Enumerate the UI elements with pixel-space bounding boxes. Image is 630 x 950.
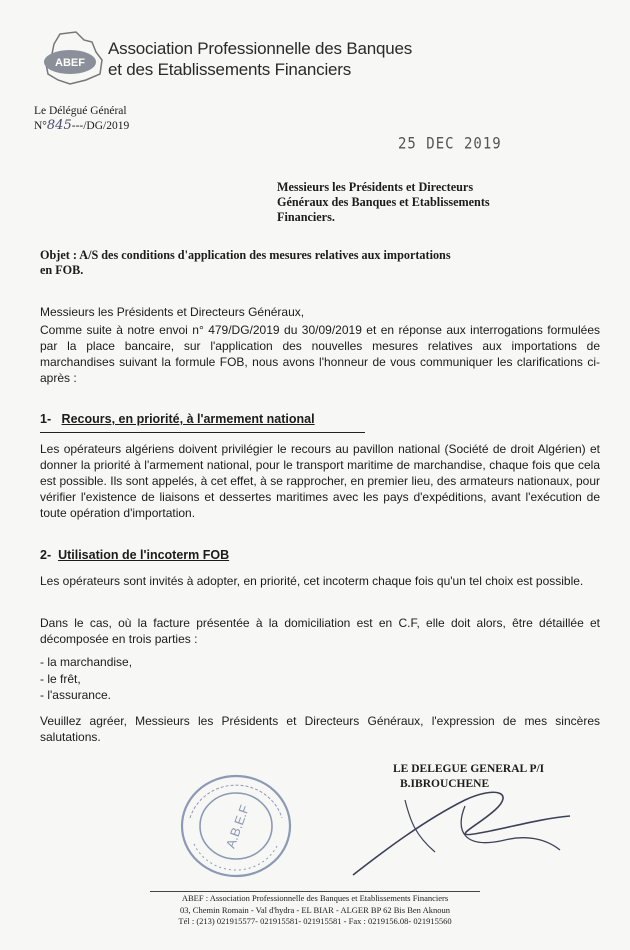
section-2-title: Utilisation de l'incoterm FOB: [58, 548, 230, 562]
subject-line-1: Objet : A/S des conditions d'application des mesures relatives aux importations: [40, 248, 451, 262]
signatory-title: LE DELEGUE GENERAL P/I: [393, 763, 545, 775]
ref-suffix: ---/DG/2019: [71, 120, 130, 132]
reference-number: [34, 118, 129, 133]
list-item: - l'assurance.: [40, 688, 111, 702]
salutation: Messieurs les Présidents et Directeurs Généraux,: [40, 305, 305, 319]
footer-line-3: Tél : (213) 021915577- 021915581- 021915581 - Fax : 0219156.08- 021915560: [178, 916, 452, 926]
abef-logo: [30, 30, 110, 88]
section-1-number: 1-: [40, 412, 52, 426]
recipient-line-2: Généraux des Banques et Etablissements: [277, 195, 490, 209]
ref-prefix: N°: [34, 120, 47, 132]
cost-breakdown-list: [40, 654, 132, 704]
svg-text:A.B.E.F: A.B.E.F: [222, 802, 253, 851]
subject-line: [40, 248, 600, 278]
org-line-2: et des Etablissements Financiers: [108, 60, 352, 79]
recipient-line-1: Messieurs les Présidents et Directeurs: [277, 180, 474, 194]
svg-text:ABEF: ABEF: [55, 57, 85, 69]
section-1-title: Recours, en priorité, à l'armement national: [61, 412, 315, 426]
letterhead-footer: [0, 893, 630, 928]
delegue-label: Le Délégué Général: [34, 105, 127, 117]
section-2-number: 2-: [40, 548, 52, 562]
footer-divider: [150, 891, 480, 892]
section-1-paragraph: Les opérateurs algériens doivent privilégier le recours au pavillon national (Société de droit Algérien) et donner la priorité à l'armement national, pour le transport maritime de marchandise, chaque fois que cela est possible. Ils sont appelés, à cet effet, à se rapprocher, en premier lieu, des armateurs nationaux, pour vérifier l'existence de liaisons et dessertes maritimes avec les pays d'expéditions, avant l'exécution de toute opération d'importation.: [40, 442, 600, 520]
org-line-1: Association Professionnelle des Banques: [108, 39, 413, 58]
handwritten-signature: [345, 780, 575, 890]
organization-name: [108, 38, 412, 80]
list-item: - le frêt,: [40, 671, 81, 686]
date-stamp: 25 DEC 2019: [398, 134, 502, 154]
recipient-block: [277, 180, 587, 225]
footer-line-1: ABEF : Association Professionnelle des Banques et Etablissements Financiers: [181, 893, 449, 903]
closing-paragraph: Veuillez agréer, Messieurs les Présidents et Directeurs Généraux, l'expression de mes sincères salutations.: [40, 714, 600, 744]
section-2-paragraph-2: Dans le cas, où la facture présentée à la domiciliation est en C.F, elle doit alors, être détaillée et décomposée en trois parties :: [40, 616, 600, 646]
recipient-line-3: Financiers.: [277, 210, 335, 224]
official-stamp: [176, 770, 296, 882]
section-2-heading: [40, 548, 229, 562]
list-item: - la marchandise,: [40, 655, 133, 669]
section-1-heading: [40, 412, 315, 426]
section-1-rule: [40, 432, 365, 433]
section-2-paragraph-1: Les opérateurs sont invités à adopter, en priorité, cet incoterm chaque fois qu'un tel choix est possible.: [40, 574, 584, 588]
subject-line-2: en FOB.: [40, 263, 84, 277]
intro-paragraph: Comme suite à notre envoi n° 479/DG/2019 du 30/09/2019 et en réponse aux interrogations formulées par la place bancaire, sur l'application des nouvelles mesures relatives aux importations de marchandises suivant la formule FOB, nous avons l'honneur de vous communiquer les clarifications ci-après :: [40, 323, 600, 385]
signatory-name: B.IBROUCHENE: [400, 778, 490, 790]
ref-handwritten: 845: [46, 118, 72, 133]
footer-line-2: 03, Chemin Romain - Val d'hydra - EL BIAR - ALGER BP 62 Bis Ben Aknoun: [180, 904, 450, 915]
